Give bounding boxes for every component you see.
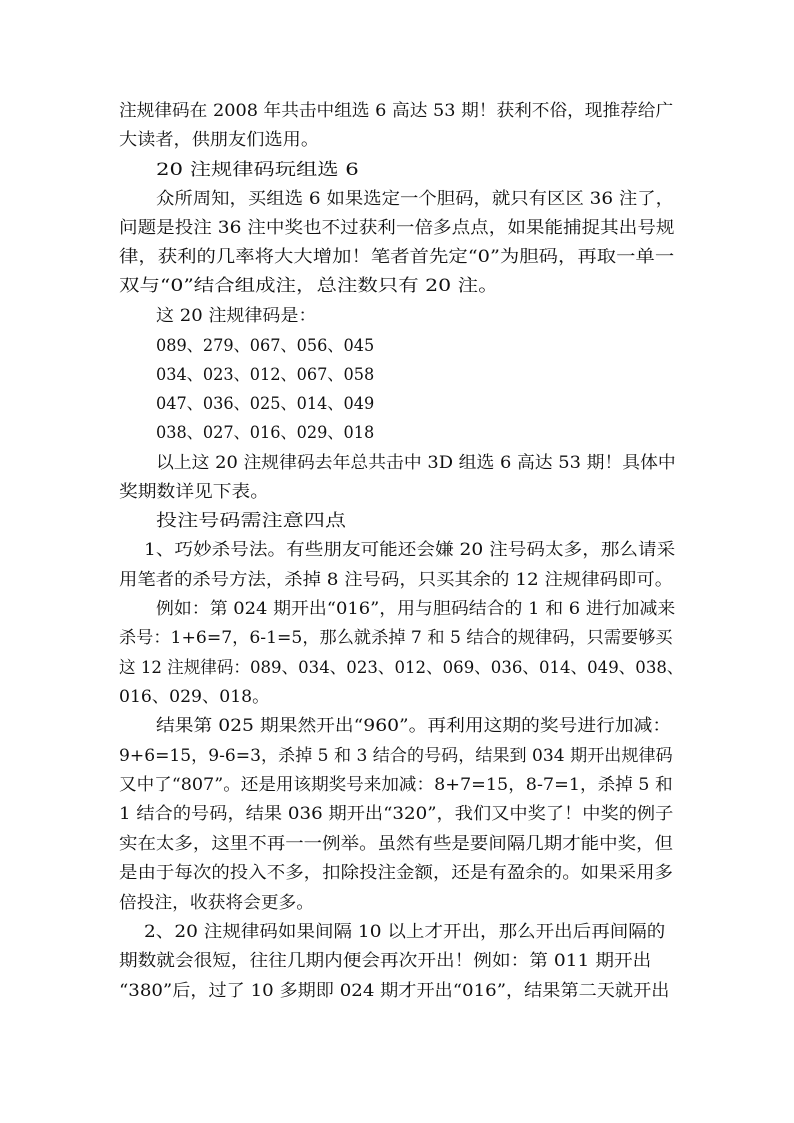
text-line: 1 结合的号码，结果 036 期开出“320”，我们又中奖了！中奖的例子 <box>119 804 674 824</box>
text-line: 016、029、018。 <box>119 687 270 707</box>
text-line: 问题是投注 36 注中奖也不过获利一倍多点点，如果能捕捉其出号规 <box>119 218 675 238</box>
text-line: 9+6=15，9-6=3，杀掉 5 和 3 结合的号码，结果到 034 期开出规律码 <box>119 746 673 766</box>
text-line: 杀号：1+6=7，6-1=5，那么就杀掉 7 和 5 结合的规律码，只需要够买 <box>119 628 673 648</box>
number-group-line: 038、027、016、029、018 <box>156 423 375 443</box>
number-group-line: 034、023、012、067、058 <box>156 365 375 385</box>
text-line: 大读者，供朋友们选用。 <box>119 130 319 150</box>
text-line: 2、20 注规律码如果间隔 10 以上才开出，那么开出后再间隔的 <box>144 922 666 942</box>
section-heading: 20 注规律码玩组选 6 <box>156 160 359 180</box>
text-line: 用笔者的杀号方法，杀掉 8 注号码，只买其余的 12 注规律码即可。 <box>119 570 674 590</box>
text-line: 1、巧妙杀号法。有些朋友可能还会嫌 20 注号码太多，那么请采 <box>144 540 676 560</box>
text-line: 例如：第 024 期开出“016”，用与胆码结合的 1 和 6 进行加减来 <box>156 599 676 619</box>
text-line: 又中了“807”。还是用该期奖号来加减：8+7=15，8-7=1，杀掉 5 和 <box>119 775 673 795</box>
text-line: “380”后，过了 10 多期即 024 期才开出“016”，结果第二天就开出 <box>119 981 670 1001</box>
text-line: 倍投注，收获将会更多。 <box>119 893 315 913</box>
number-group-line: 047、036、025、014、049 <box>156 394 375 414</box>
text-line: 这 20 注规律码是： <box>156 306 317 326</box>
text-line: 以上这 20 注规律码去年总共击中 3D 组选 6 高达 53 期！具体中 <box>156 453 676 473</box>
text-line: 这 12 注规律码：089、034、023、012、069、036、014、049、038、 <box>119 658 684 678</box>
text-line: 众所周知，买组选 6 如果选定一个胆码，就只有区区 36 注了， <box>156 189 675 209</box>
text-line: 注规律码在 2008 年共击中组选 6 高达 53 期！获利不俗，现推荐给广 <box>119 101 674 121</box>
text-line: 期数就会很短，往往几期内便会再次开出！例如：第 011 期开出 <box>119 951 652 971</box>
text-line: 结果第 025 期果然开出“960”。再利用这期的奖号进行加减： <box>156 716 672 736</box>
text-line: 律，获利的几率将大大增加！笔者首先定“0”为胆码，再取一单一 <box>119 247 675 267</box>
number-group-line: 089、279、067、056、045 <box>156 336 375 356</box>
text-line: 奖期数详见下表。 <box>119 482 269 502</box>
section-heading: 投注号码需注意四点 <box>156 511 346 531</box>
text-line: 是由于每次的投入不多，扣除投注金额，还是有盈余的。如果采用多 <box>119 863 674 883</box>
text-line: 双与“0”结合组成注，总注数只有 20 注。 <box>119 276 499 296</box>
text-line: 实在太多，这里不再一一例举。虽然有些是要间隔几期才能中奖，但 <box>119 834 674 854</box>
